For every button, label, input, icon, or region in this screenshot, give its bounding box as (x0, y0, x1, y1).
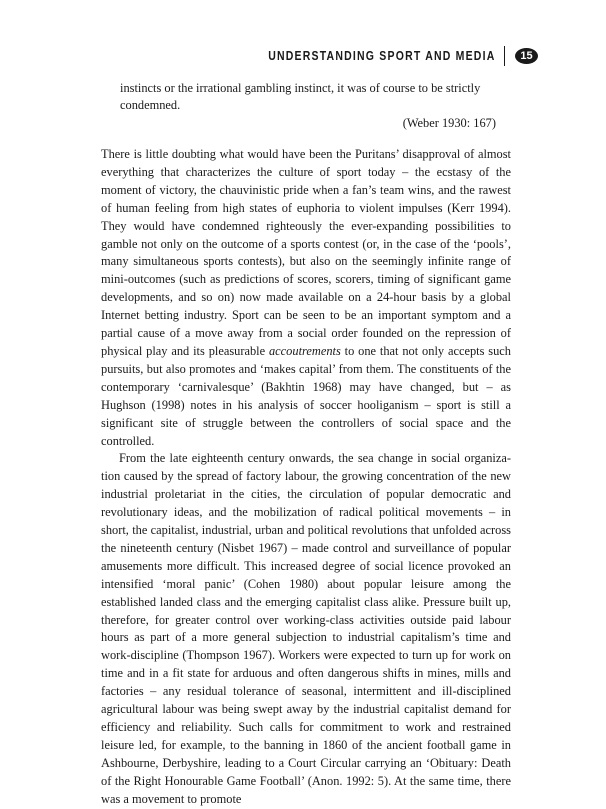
quote-citation: (Weber 1930: 167) (402, 116, 496, 130)
block-quote (120, 80, 496, 132)
paragraph-1-text-a: There is little doubting what would have been the Puritans’ disapproval of almost everything that characterizes the culture of sport today – the ecstasy of the moment of victory, the chauvinistic pride when a fan’s team wins, and the rawest of human feeling from high states of euphoria to violent impulses (Kerr 1994). They would have condemned righteously the ever-expanding possibilities to gamble not only on the outcome of a sports contest (or, in the case of the ‘pools’, many simultaneous sports contests), but also on the seemingly infinite range of mini-outcomes (such as predictions of scores, scorers, timing of significant game developments, and so on) now made available on a 24-hour basis by a global Internet betting industry. Sport can be seen to be an important symptom and a partial cause of a move away from a social order founded on the repression of physical play and its pleasurable (101, 147, 511, 358)
page-number-badge: 15 (515, 48, 538, 64)
paragraph-1-text-b: to one that not only accepts such pursuits, but also promotes and ‘makes capital’ from them. The constituents of the contemporary ‘carnivalesque’ (Bakhtin 1968) may have changed, but – as Hughson (1998) notes in his analysis of soccer hooliganism – sport is still a significant site of struggle between the controllers of social space and the controlled. (101, 343, 511, 448)
quote-text: instincts or the irrational gambling instinct, it was of course to be strictly condemned. (120, 81, 481, 112)
page-header (268, 46, 538, 66)
header-divider (504, 46, 506, 66)
paragraph-2: From the late eighteenth century onwards, the sea change in social organization caused by the spread of factory labour, the growing concentration of the new industrial proletariat in the cities, the circulation of popular democratic and revolutionary ideas, and the mobilization of radical political movements – in short, the capitalist, industrial, urban and political revolutions that unfolded across the nineteenth century (Nisbet 1967) – made control and surveillance of popular amusements more difficult. This increased degree of social licence provoked an intensified ‘moral panic’ (Cohen 1980) about popular leisure among the established landed class and the emerging capitalist class alike. Pressure built up, therefore, for greater control over working-class activities outside paid labour hours as part of a more general subjection to industrial capitalism’s time and work-discipline (Thompson 1967). Workers were expected to turn up for work on time and in a fit state for arduous and often dangerous shifts in mines, mills and factories – any residual tolerance of seasonal, intermittent and ill-disciplined agricultural labour was being swept away by the industrial capitalist demand for efficiency and reliability. Such calls for commitment to work and restrained leisure led, for example, to the banning in 1860 of the ancient football game in Ashbourne, Derbyshire, leading to a Court Circular carrying an ‘Obituary: Death of the Right Honourable Game Football’ (Anon. 1992: 5). At the same time, there was a movement to promote (101, 451, 511, 806)
emphasis-accoutrements: accoutrements (268, 343, 341, 358)
running-head: UNDERSTANDING SPORT AND MEDIA (268, 48, 496, 64)
main-text (101, 146, 511, 809)
paragraph-1 (101, 146, 511, 450)
